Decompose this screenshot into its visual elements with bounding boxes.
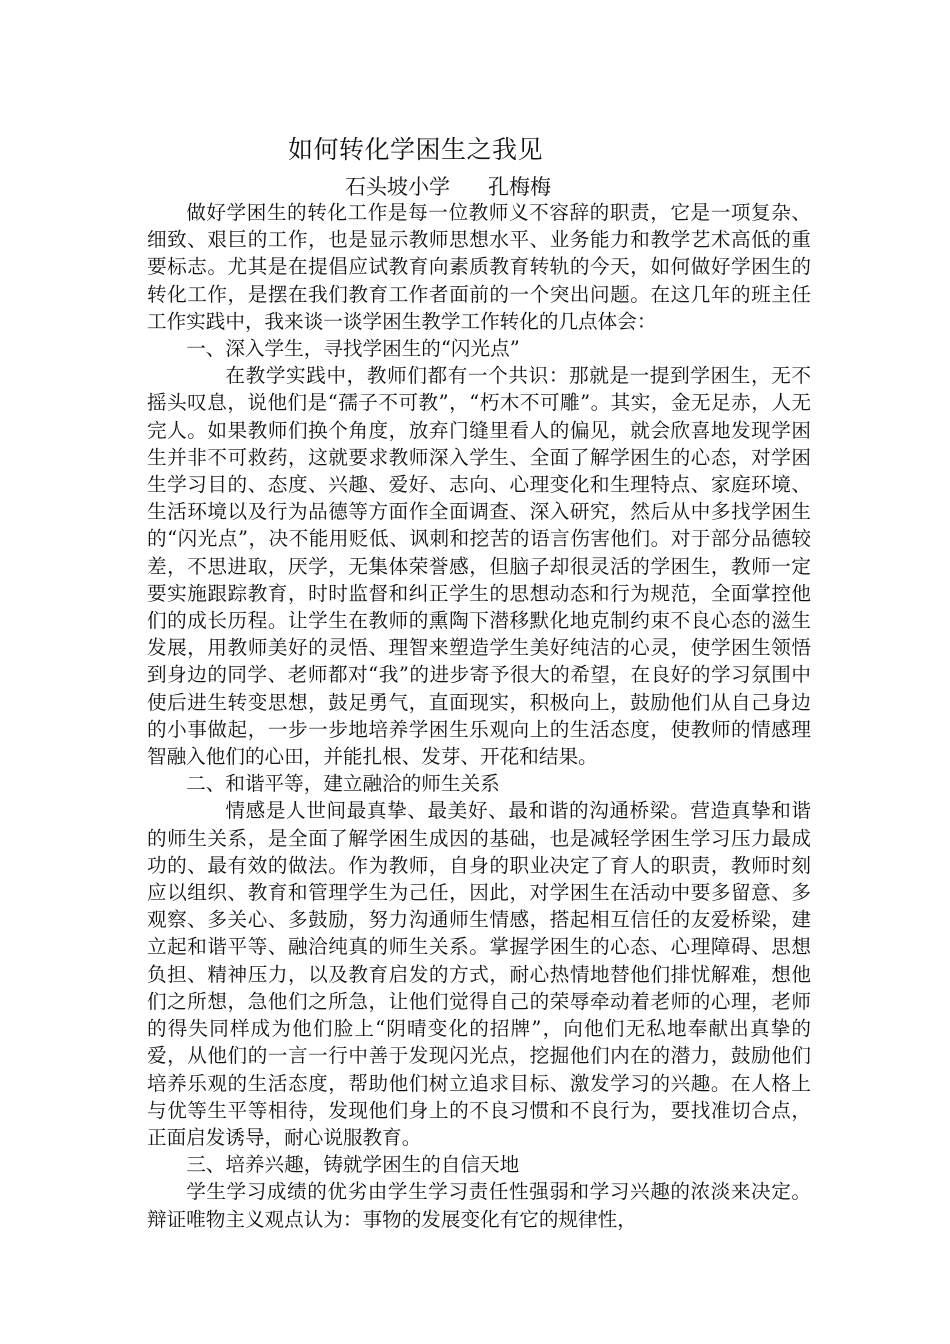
school-name: 石头坡小学	[345, 175, 450, 199]
paragraph-section-1: 在教学实践中，教师们都有一个共识：那就是一提到学困生，无不摇头叹息，说他们是“孺子不可教”，“朽木不可雕”。其实，金无足赤，人无完人。如果教师们换个角度，放弃门缝里看人的偏见，就会欣喜地发现学困生并非不可救药，这就要求教师深入学生、全面了解学困生的心态，对学困生学习目的、态度、兴趣、爱好、志向、心理变化和生理特点、家庭环境、生活环境以及行为品德等方面作全面调查、深入研究，然后从中多找学困生的“闪光点”，决不能用贬低、讽刺和挖苦的语言伤害他们。对于部分品德较差，不思进取，厌学，无集体荣誉感，但脑子却很灵活的学困生，教师一定要实施跟踪教育，时时监督和纠正学生的思想动态和行为规范，全面掌控他们的成长历程。让学生在教师的熏陶下潜移默化地克制约束不良心态的滋生发展，用教师美好的灵悟、理智来塑造学生美好纯洁的心灵，使学困生领悟到身边的同学、老师都对“我”的进步寄予很大的希望，在良好的学习氛围中使后进生转变思想，鼓足勇气，直面现实，积极向上，鼓励他们从自己身边的小事做起，一步一步地培养学困生乐观向上的生活态度，使教师的情感理智融入他们的心田，并能扎根、发芽、开花和结果。	[147, 364, 811, 769]
paragraph-intro: 做好学困生的转化工作是每一位教师义不容辞的职责，它是一项复杂、细致、艰巨的工作，也是显示教师思想水平、业务能力和教学艺术高低的重要标志。尤其是在提倡应试教育向素质教育转轨的今天，如何做好学困生的转化工作，是摆在我们教育工作者面前的一个突出问题。在这几年的班主任工作实践中，我来谈一谈学困生教学工作转化的几点体会：	[147, 201, 811, 333]
section-heading-1: 一、深入学生，寻找学困生的“闪光点”	[186, 337, 520, 361]
section-heading-2: 二、和谐平等，建立融洽的师生关系	[186, 772, 500, 796]
document-body	[147, 199, 811, 1233]
section-heading-3: 三、培养兴趣，铸就学困生的自信天地	[186, 1153, 520, 1177]
paragraph-section-3: 学生学习成绩的优劣由学生学习责任性强弱和学习兴趣的浓淡来决定。辩证唯物主义观点认为：事物的发展变化有它的规律性，	[147, 1180, 811, 1231]
byline	[345, 172, 551, 202]
paragraph-section-2: 情感是人世间最真挚、最美好、最和谐的沟通桥梁。营造真挚和谐的师生关系，是全面了解学困生成因的基础，也是减轻学困生学习压力最成功的、最有效的做法。作为教师，自身的职业决定了育人的职责，教师时刻应以组织、教育和管理学生为己任，因此，对学困生在活动中要多留意、多观察、多关心、多鼓励，努力沟通师生情感，搭起相互信任的友爱桥梁，建立起和谐平等、融洽纯真的师生关系。掌握学困生的心态、心理障碍、思想负担、精神压力，以及教育启发的方式，耐心热情地替他们排忧解难，想他们之所想，急他们之所急，让他们觉得自己的荣辱牵动着老师的心理，老师的得失同样成为他们脸上“阴晴变化的招牌”，向他们无私地奉献出真挚的爱，从他们的一言一行中善于发现闪光点，挖掘他们内在的潜力，鼓励他们培养乐观的生活态度，帮助他们树立追求目标、激发学习的兴趣。在人格上与优等生平等相待，发现他们身上的不良习惯和不良行为，要找准切合点，正面启发诱导，耐心说服教育。	[147, 799, 811, 1149]
document-title: 如何转化学困生之我见	[288, 135, 544, 164]
author-name: 孔梅梅	[488, 175, 551, 199]
